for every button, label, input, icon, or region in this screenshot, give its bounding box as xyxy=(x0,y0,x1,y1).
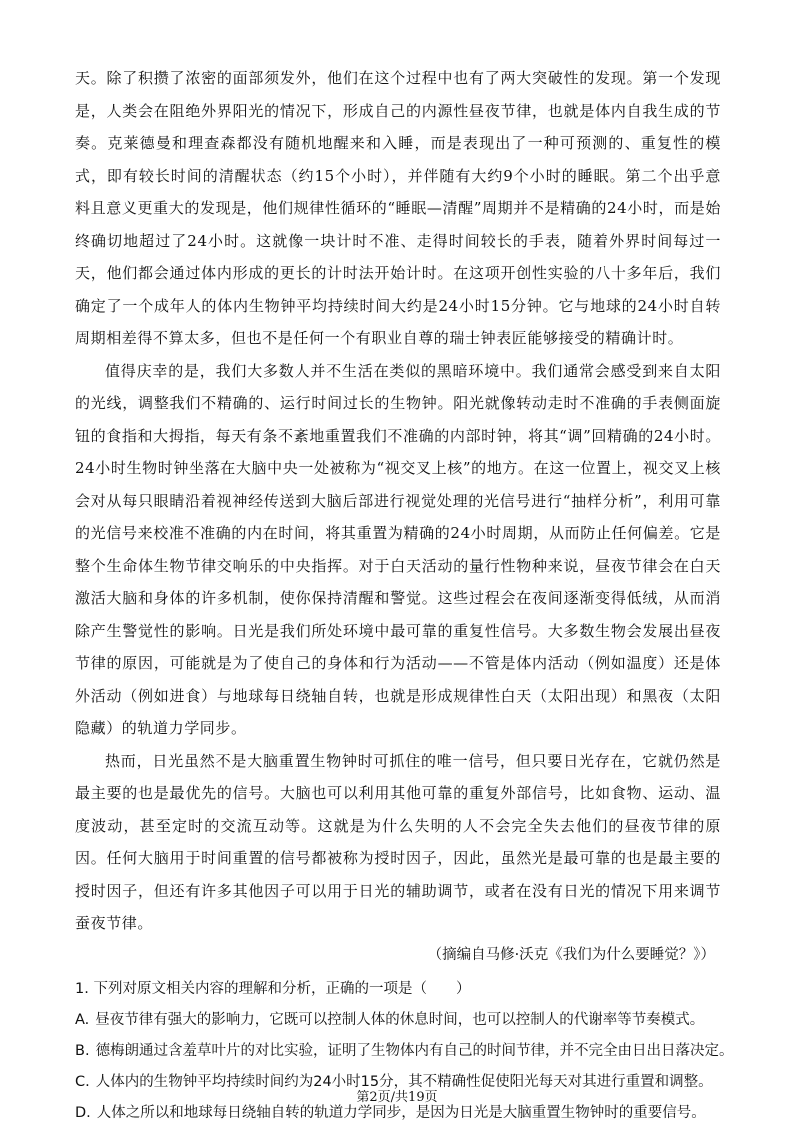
option-text: 人体之所以和地球每日绕轴自转的轨道力学同步，是因为日光是大脑重置生物钟时的重要信号。 xyxy=(96,1104,706,1121)
article-paragraph-3: 热而，日光虽然不是大脑重置生物钟时可抓住的唯一信号，但只要日光存在，它就仍然是最主要的也是最优先的信号。大脑也可以利用其他可靠的重复外部信号，比如食物、运动、温度波动，甚至定时的交流互动等。这就是为什么失明的人不会完全失去他们的昼夜节律的原因。任何大脑用于时间重置的信号都被称为授时因子，因此，虽然光是最可靠的也是最主要的授时因子，但还有许多其他因子可以用于日光的辅助调节，或者在没有日光的情况下用来调节蚕夜节律。 xyxy=(75,751,721,932)
option-letter: B. xyxy=(75,1042,90,1059)
article-paragraph-2: 值得庆幸的是，我们大多数人并不生活在类似的黑暗环境中。我们通常会感受到来自太阳的光线，调整我们不精确的、运行时间过长的生物钟。阳光就像转动走时不准确的手表侧面旋钮的食指和大拇指，每天有条不紊地重置我们不准确的内部时钟，将其“调”回精确的24小时。24小时生物时钟坐落在大脑中央一处被称为“视交叉上核”的地方。在这一位置上，视交叉上核会对从每只眼睛沿着视神经传送到大脑后部进行视觉处理的光信号进行“抽样分析”，利用可靠的光信号来校准不准确的内在时间，将其重置为精确的24小时周期，从而防止任何偏差。它是整个生命体生物节律交响乐的中央指挥。对于白天活动的量行性物种来说，昼夜节律会在白天激活大脑和身体的许多机制，使你保持清醒和警觉。这些过程会在夜间逐渐变得低绒，从而消除产生警觉性的影响。日光是我们所处环境中最可靠的重复性信号。大多数生物会发展出昼夜节律的原因，可能就是为了使自己的身体和行为活动——不管是体内活动（例如温度）还是体外活动（例如进食）与地球每日绕轴自转，也就是形成规律性白天（太阳出现）和黑夜（太阳隐藏）的轨道力学同步。 xyxy=(75,361,721,737)
article-source: （摘编自马修·沃克《我们为什么要睡觉？》） xyxy=(427,946,715,963)
option-text: 昼夜节律有强大的影响力，它既可以控制人体的休息时间，也可以控制人的代谢率等节奏模式。 xyxy=(95,1011,705,1028)
option-letter: D. xyxy=(75,1104,91,1121)
document-page xyxy=(75,62,734,1129)
option-letter: A. xyxy=(75,1011,90,1028)
option-a[interactable] xyxy=(75,1005,721,1036)
option-text: 人体内的生物钟平均持续时间约为24小时15分，其不精确性促使阳光每天对其进行重置和调整。 xyxy=(95,1073,713,1090)
option-letter: C. xyxy=(75,1073,90,1090)
article-paragraph-1: 天。除了积攒了浓密的面部须发外，他们在这个过程中也有了两大突破性的发现。第一个发现是，人类会在阻绝外界阳光的情况下，形成自己的内源性昼夜节律，也就是体内自我生成的节奏。克莱德曼和理查森都没有随机地醒来和入睡，而是表现出了一种可预测的、重复性的模式，即有较长时间的清醒状态（约15个小时），并伴随有大约9个小时的睡眠。第二个出乎意料且意义更重大的发现是，他们规律性循环的“睡眠—清醒”周期并不是精确的24小时，而是始终确切地超过了24小时。这就像一块计时不准、走得时间较长的手表，随着外界时间每过一天，他们都会通过体内形成的更长的计时法开始计时。在这项开创性实验的八十多年后，我们确定了一个成年人的体内生物钟平均持续时间大约是24小时15分钟。它与地球的24小时自转周期相差得不算太多，但也不是任何一个有职业自尊的瑞士钟表匠能够接受的精确计时。 xyxy=(75,69,721,347)
question-block xyxy=(75,974,734,1129)
question-stem: 1. 下列对原文相关内容的理解和分析，正确的一项是（ ） xyxy=(75,980,471,997)
page-number: 第2页/共19页 xyxy=(356,1090,438,1105)
option-text: 德梅朗通过含羞草叶片的对比实验，证明了生物体内有自己的时间节律，并不完全由日出日落决定。 xyxy=(95,1042,734,1059)
option-b[interactable] xyxy=(75,1036,734,1067)
